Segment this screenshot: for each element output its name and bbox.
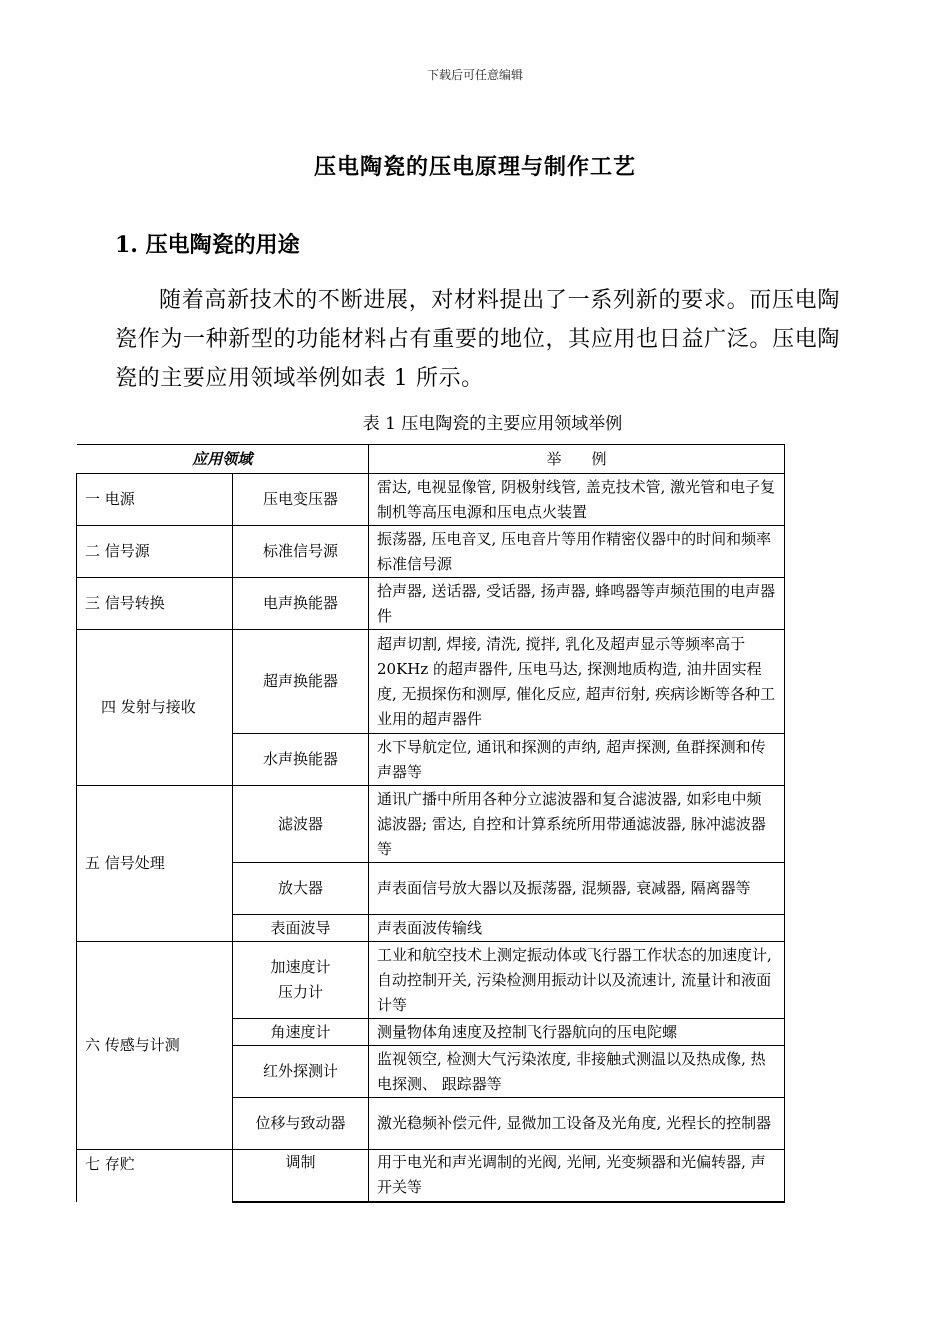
document-title: 压电陶瓷的压电原理与制作工艺: [313, 154, 636, 180]
example-cell: 超声切割, 焊接, 清洗, 搅拌, 乳化及超声显示等频率高于 20KHz 的超声器件, 压电马达, 探测地质构造, 油井固实程度, 无损探伤和测厚, 催化反应, 超声衍射, 疾病诊断等各种工业用的超声器件: [369, 630, 785, 734]
example-cell: 振荡器, 压电音叉, 压电音片等用作精密仪器中的时间和频率标准信号源: [369, 526, 785, 578]
field-cell: 三 信号转换: [77, 578, 233, 630]
field-cell: 二 信号源: [77, 526, 233, 578]
table-header-row: [77, 445, 785, 474]
sub-cell: 角速度计: [233, 1019, 369, 1046]
sub-cell: 红外探测计: [233, 1046, 369, 1098]
header-note: 下载后可任意编辑: [426, 68, 523, 82]
table-caption: 表 1 压电陶瓷的主要应用领域举例: [362, 414, 623, 434]
field-cell: 七 存贮: [77, 1150, 233, 1202]
sub-label-2: 压力计: [277, 983, 323, 1001]
table-row: [77, 786, 785, 863]
header-example: 举 例: [369, 445, 785, 474]
example-cell: 水下导航定位, 通讯和探测的声纳, 超声探测, 鱼群探测和传声器等: [369, 734, 785, 786]
table-row: [77, 942, 785, 1019]
section-heading: 1. 压电陶瓷的用途: [115, 232, 300, 258]
example-cell: 雷达, 电视显像管, 阴极射线管, 盖克技术管, 激光管和电子复制机等高压电源和压电点火装置: [369, 474, 785, 526]
table-row: [77, 578, 785, 630]
sub-cell: 水声换能器: [233, 734, 369, 786]
sub-cell: 标准信号源: [233, 526, 369, 578]
sub-cell: 电声换能器: [233, 578, 369, 630]
field-cell: 六 传感与计测: [77, 942, 233, 1150]
example-cell: 测量物体角速度及控制飞行器航向的压电陀螺: [369, 1019, 785, 1046]
header-field: 应用领域: [77, 445, 369, 474]
table-row: [77, 1150, 785, 1202]
field-cell: 一 电源: [77, 474, 233, 526]
sub-cell: 超声换能器: [233, 630, 369, 734]
sub-cell: [233, 942, 369, 1019]
example-cell: 声表面信号放大器以及振荡器, 混频器, 衰减器, 隔离器等: [369, 863, 785, 915]
example-cell: 监视领空, 检测大气污染浓度, 非接触式测温以及热成像, 热电探测、 跟踪器等: [369, 1046, 785, 1098]
example-cell: 用于电光和声光调制的光阀, 光闸, 光变频器和光偏转器, 声开关等: [369, 1150, 785, 1202]
sub-cell: 放大器: [233, 863, 369, 915]
example-cell: 工业和航空技术上测定振动体或飞行器工作状态的加速度计, 自动控制开关, 污染检测用振动计以及流速计, 流量计和液面计等: [369, 942, 785, 1019]
table-row: [77, 526, 785, 578]
field-cell: 四 发射与接收: [77, 630, 233, 786]
application-table: [76, 444, 785, 1203]
body-paragraph: 随着高新技术的不断进展，对材料提出了一系列新的要求。而压电陶瓷作为一种新型的功能材料占有重要的地位，其应用也日益广泛。压电陶瓷的主要应用领域举例如表 1 所示。: [115, 288, 840, 391]
sub-cell: 调制: [233, 1150, 369, 1202]
example-cell: 拾声器, 送话器, 受话器, 扬声器, 蜂鸣器等声频范围的电声器件: [369, 578, 785, 630]
example-cell: 激光稳频补偿元件, 显微加工设备及光角度, 光程长的控制器: [369, 1098, 785, 1150]
field-cell: 五 信号处理: [77, 786, 233, 942]
example-cell: 通讯广播中所用各种分立滤波器和复合滤波器, 如彩电中频滤波器; 雷达, 自控和计算系统所用带通滤波器, 脉冲滤波器等: [369, 786, 785, 863]
sub-cell: 位移与致动器: [233, 1098, 369, 1150]
sub-cell: 滤波器: [233, 786, 369, 863]
table-row: [77, 474, 785, 526]
example-cell: 声表面波传输线: [369, 915, 785, 942]
sub-cell: 表面波导: [233, 915, 369, 942]
sub-cell: 压电变压器: [233, 474, 369, 526]
table-row: [77, 630, 785, 734]
sub-label: 加速度计: [270, 958, 331, 976]
